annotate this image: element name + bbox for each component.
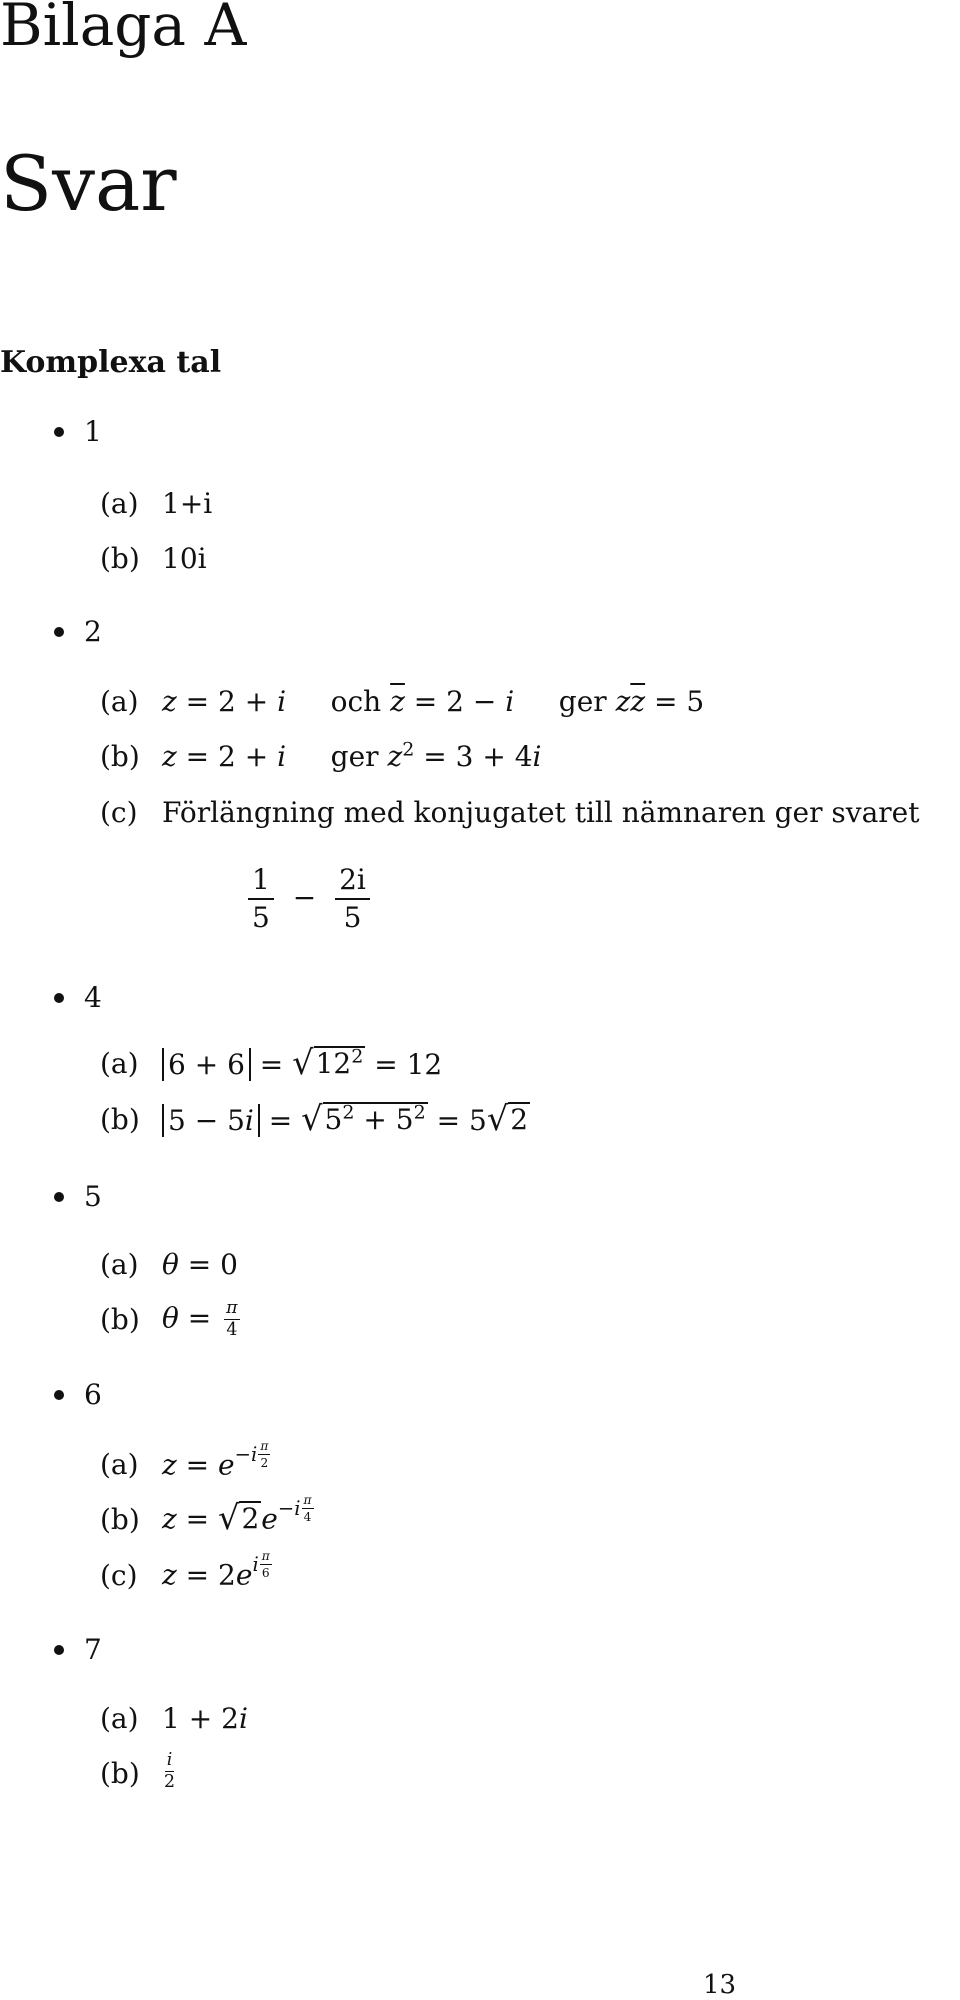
item-number: 7 <box>84 1633 102 1666</box>
answer-6c: z = 2e i $\frac{\pi}{6}$ <box>162 1549 270 1592</box>
answer-4a: 6 + 6 = √ $12^2$ = 12 <box>162 1046 442 1080</box>
page-title: Svar <box>0 139 177 228</box>
sub-label: (a) <box>100 1047 139 1080</box>
sub-label: (b) <box>100 1503 140 1536</box>
answer-5b: θ = $\frac{\pi}{4}$ <box>162 1298 238 1341</box>
sub-label: (b) <box>100 1757 140 1790</box>
sub-label: (c) <box>100 1559 138 1592</box>
item-number: 5 <box>84 1180 102 1213</box>
page-number: 13 <box>703 1970 737 2000</box>
fraction: $\frac{1}{5}$ <box>248 866 274 932</box>
answer-7a: 1 + 2i <box>162 1702 248 1735</box>
sub-label: (a) <box>100 1702 139 1735</box>
fraction: $\frac{2i}{5}$ <box>335 866 370 932</box>
bullet-icon <box>54 427 64 437</box>
answer-7b: $\frac{i}{2}$ <box>164 1750 176 1793</box>
answer-6a: z = e −i $\frac{\pi}{2}$ <box>162 1439 269 1482</box>
bullet-icon <box>54 1645 64 1655</box>
bullet-icon <box>54 1192 64 1202</box>
chapter-title: Bilaga A <box>0 0 247 59</box>
sub-label: (b) <box>100 1303 140 1336</box>
answer-4b: 5 − 5i = √ $5^2 + 5^2$ = 5 √ 2 <box>162 1102 530 1136</box>
answer-1b: 10i <box>162 542 207 575</box>
bullet-icon <box>54 627 64 637</box>
sub-label: (b) <box>100 542 140 575</box>
sub-label: (b) <box>100 1103 140 1136</box>
item-number: 1 <box>84 415 102 448</box>
answer-2b: z = 2 + i ger $z^2 = 3 + 4i$ <box>162 738 542 773</box>
answer-2c-display: $\frac{1}{5}$ − $\frac{2i}{5}$ <box>244 866 374 932</box>
bullet-icon <box>54 1390 64 1400</box>
bullet-icon <box>54 993 64 1003</box>
answer-1a: 1+i <box>162 487 213 520</box>
sub-label: (b) <box>100 740 140 773</box>
answer-6b: z = √ 2 e −i $\frac{\pi}{4}$ <box>162 1493 312 1537</box>
sub-label: (a) <box>100 487 139 520</box>
answer-2a: z = 2 + i och $\overline{z} = 2 - i$ ger $z\overline{z} = 5$ <box>162 685 705 718</box>
sub-label: (a) <box>100 685 139 718</box>
item-number: 4 <box>84 981 102 1014</box>
item-number: 2 <box>84 615 102 648</box>
sub-label: (a) <box>100 1248 139 1281</box>
sub-label: (c) <box>100 796 138 829</box>
item-number: 6 <box>84 1378 102 1411</box>
answer-2c-text: Förlängning med konjugatet till nämnaren ger svaret <box>162 796 920 829</box>
answer-5a: θ = 0 <box>162 1248 238 1281</box>
section-title: Komplexa tal <box>0 345 222 380</box>
sub-label: (a) <box>100 1448 139 1481</box>
